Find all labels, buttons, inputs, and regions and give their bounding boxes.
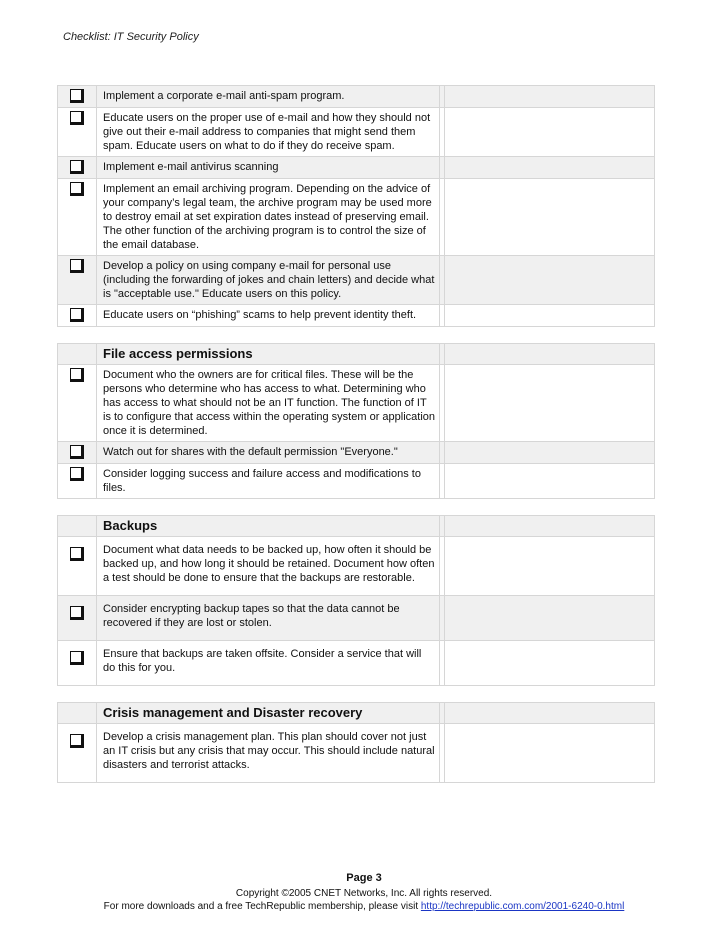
checklist-item-text: Educate users on the proper use of e-mail and how they should not give out their e-mail address to companies that might send them spam. Educate users on what to do if they do receive spam. bbox=[103, 112, 431, 152]
checkbox-icon[interactable] bbox=[70, 111, 84, 125]
checklist-item-text: Document who the owners are for critical files. These will be the persons who determine who has access to what. Determining who has access to what should not be an IT function. The function of IT is to configure that access within the operating system or application once it is determined. bbox=[103, 369, 436, 437]
checklist-row bbox=[58, 86, 655, 108]
checkbox-icon[interactable] bbox=[70, 734, 84, 748]
checklist-row bbox=[58, 157, 655, 179]
checklist-row bbox=[58, 537, 655, 596]
document-header: Checklist: IT Security Policy bbox=[63, 31, 199, 43]
section-spacer bbox=[58, 686, 655, 703]
techrepublic-link[interactable]: http://techrepublic.com.com/2001-6240-0.html bbox=[420, 901, 625, 912]
checkbox-icon[interactable] bbox=[70, 651, 84, 665]
checklist-row bbox=[58, 179, 655, 256]
checklist-item-text: Implement a corporate e-mail anti-spam program. bbox=[103, 90, 345, 102]
notes-cell[interactable] bbox=[445, 464, 655, 499]
downloads-note-text: For more downloads and a free TechRepublic membership, please visit bbox=[103, 901, 421, 912]
checklist-row bbox=[58, 596, 655, 641]
page-number: Page 3 bbox=[346, 872, 382, 884]
checklist-item-text: Ensure that backups are taken offsite. Consider a service that will do this for you. bbox=[103, 648, 422, 674]
checkbox-icon[interactable] bbox=[70, 160, 84, 174]
checklist-row bbox=[58, 256, 655, 305]
notes-cell[interactable] bbox=[445, 365, 655, 442]
checklist-row bbox=[58, 464, 655, 499]
copyright-notice: Copyright ©2005 CNET Networks, Inc. All rights reserved. bbox=[235, 888, 493, 899]
section-header-row bbox=[58, 344, 655, 365]
checklist-row bbox=[58, 305, 655, 327]
section-title: Crisis management and Disaster recovery bbox=[103, 705, 363, 720]
checklist-item-text: Document what data needs to be backed up, how often it should be backed up, and how long it should be retained. Document how often a test should be done to ensure that the backups are restorable. bbox=[103, 544, 435, 584]
checklist-item-text: Consider logging success and failure access and modifications to files. bbox=[103, 468, 421, 494]
notes-cell[interactable] bbox=[445, 108, 655, 157]
checklist-row bbox=[58, 365, 655, 442]
checklist-table bbox=[57, 85, 655, 783]
checklist-row bbox=[58, 641, 655, 686]
checkbox-icon[interactable] bbox=[70, 89, 84, 103]
checkbox-icon[interactable] bbox=[70, 259, 84, 273]
checkbox-icon[interactable] bbox=[70, 547, 84, 561]
section-title: Backups bbox=[103, 518, 158, 533]
notes-cell[interactable] bbox=[445, 442, 655, 464]
section-spacer bbox=[58, 499, 655, 516]
notes-cell[interactable] bbox=[445, 596, 655, 641]
checkbox-icon[interactable] bbox=[70, 467, 84, 481]
notes-cell[interactable] bbox=[445, 86, 655, 108]
section-header-row bbox=[58, 703, 655, 724]
section-title: File access permissions bbox=[103, 346, 253, 361]
checklist-item-text: Develop a policy on using company e-mail for personal use (including the forwarding of jokes and chain letters) and decide what is "acceptable use." Educate users on this policy. bbox=[103, 260, 435, 300]
checkbox-icon[interactable] bbox=[70, 445, 84, 459]
checklist-row bbox=[58, 442, 655, 464]
checklist-item-text: Develop a crisis management plan. This plan should cover not just an IT crisis but any crisis that may occur. This should include natural disasters and terrorist attacks. bbox=[103, 731, 435, 771]
checkbox-icon[interactable] bbox=[70, 368, 84, 382]
notes-cell[interactable] bbox=[445, 305, 655, 327]
notes-cell[interactable] bbox=[445, 256, 655, 305]
checklist-item-text: Watch out for shares with the default permission "Everyone." bbox=[103, 446, 398, 458]
checklist-row bbox=[58, 108, 655, 157]
checklist-item-text: Educate users on “phishing” scams to help prevent identity theft. bbox=[103, 309, 417, 321]
checkbox-icon[interactable] bbox=[70, 182, 84, 196]
section-header-row bbox=[58, 516, 655, 537]
notes-cell[interactable] bbox=[445, 157, 655, 179]
notes-cell[interactable] bbox=[445, 724, 655, 783]
checklist-item-text: Implement an email archiving program. Depending on the advice of your company’s legal team, the archive program may be used more to destroy email at set expiration dates instead of preserving email. The other function of the archiving program is to control the size of the email database. bbox=[103, 183, 432, 251]
checklist-item-text: Implement e-mail antivirus scanning bbox=[103, 161, 279, 173]
notes-cell[interactable] bbox=[445, 641, 655, 686]
checkbox-icon[interactable] bbox=[70, 308, 84, 322]
notes-cell[interactable] bbox=[445, 537, 655, 596]
checklist-item-text: Consider encrypting backup tapes so that the data cannot be recovered if they are lost or stolen. bbox=[103, 603, 400, 629]
notes-cell[interactable] bbox=[445, 179, 655, 256]
checklist-row bbox=[58, 724, 655, 783]
section-spacer bbox=[58, 327, 655, 344]
downloads-note bbox=[0, 901, 728, 912]
checkbox-icon[interactable] bbox=[70, 606, 84, 620]
